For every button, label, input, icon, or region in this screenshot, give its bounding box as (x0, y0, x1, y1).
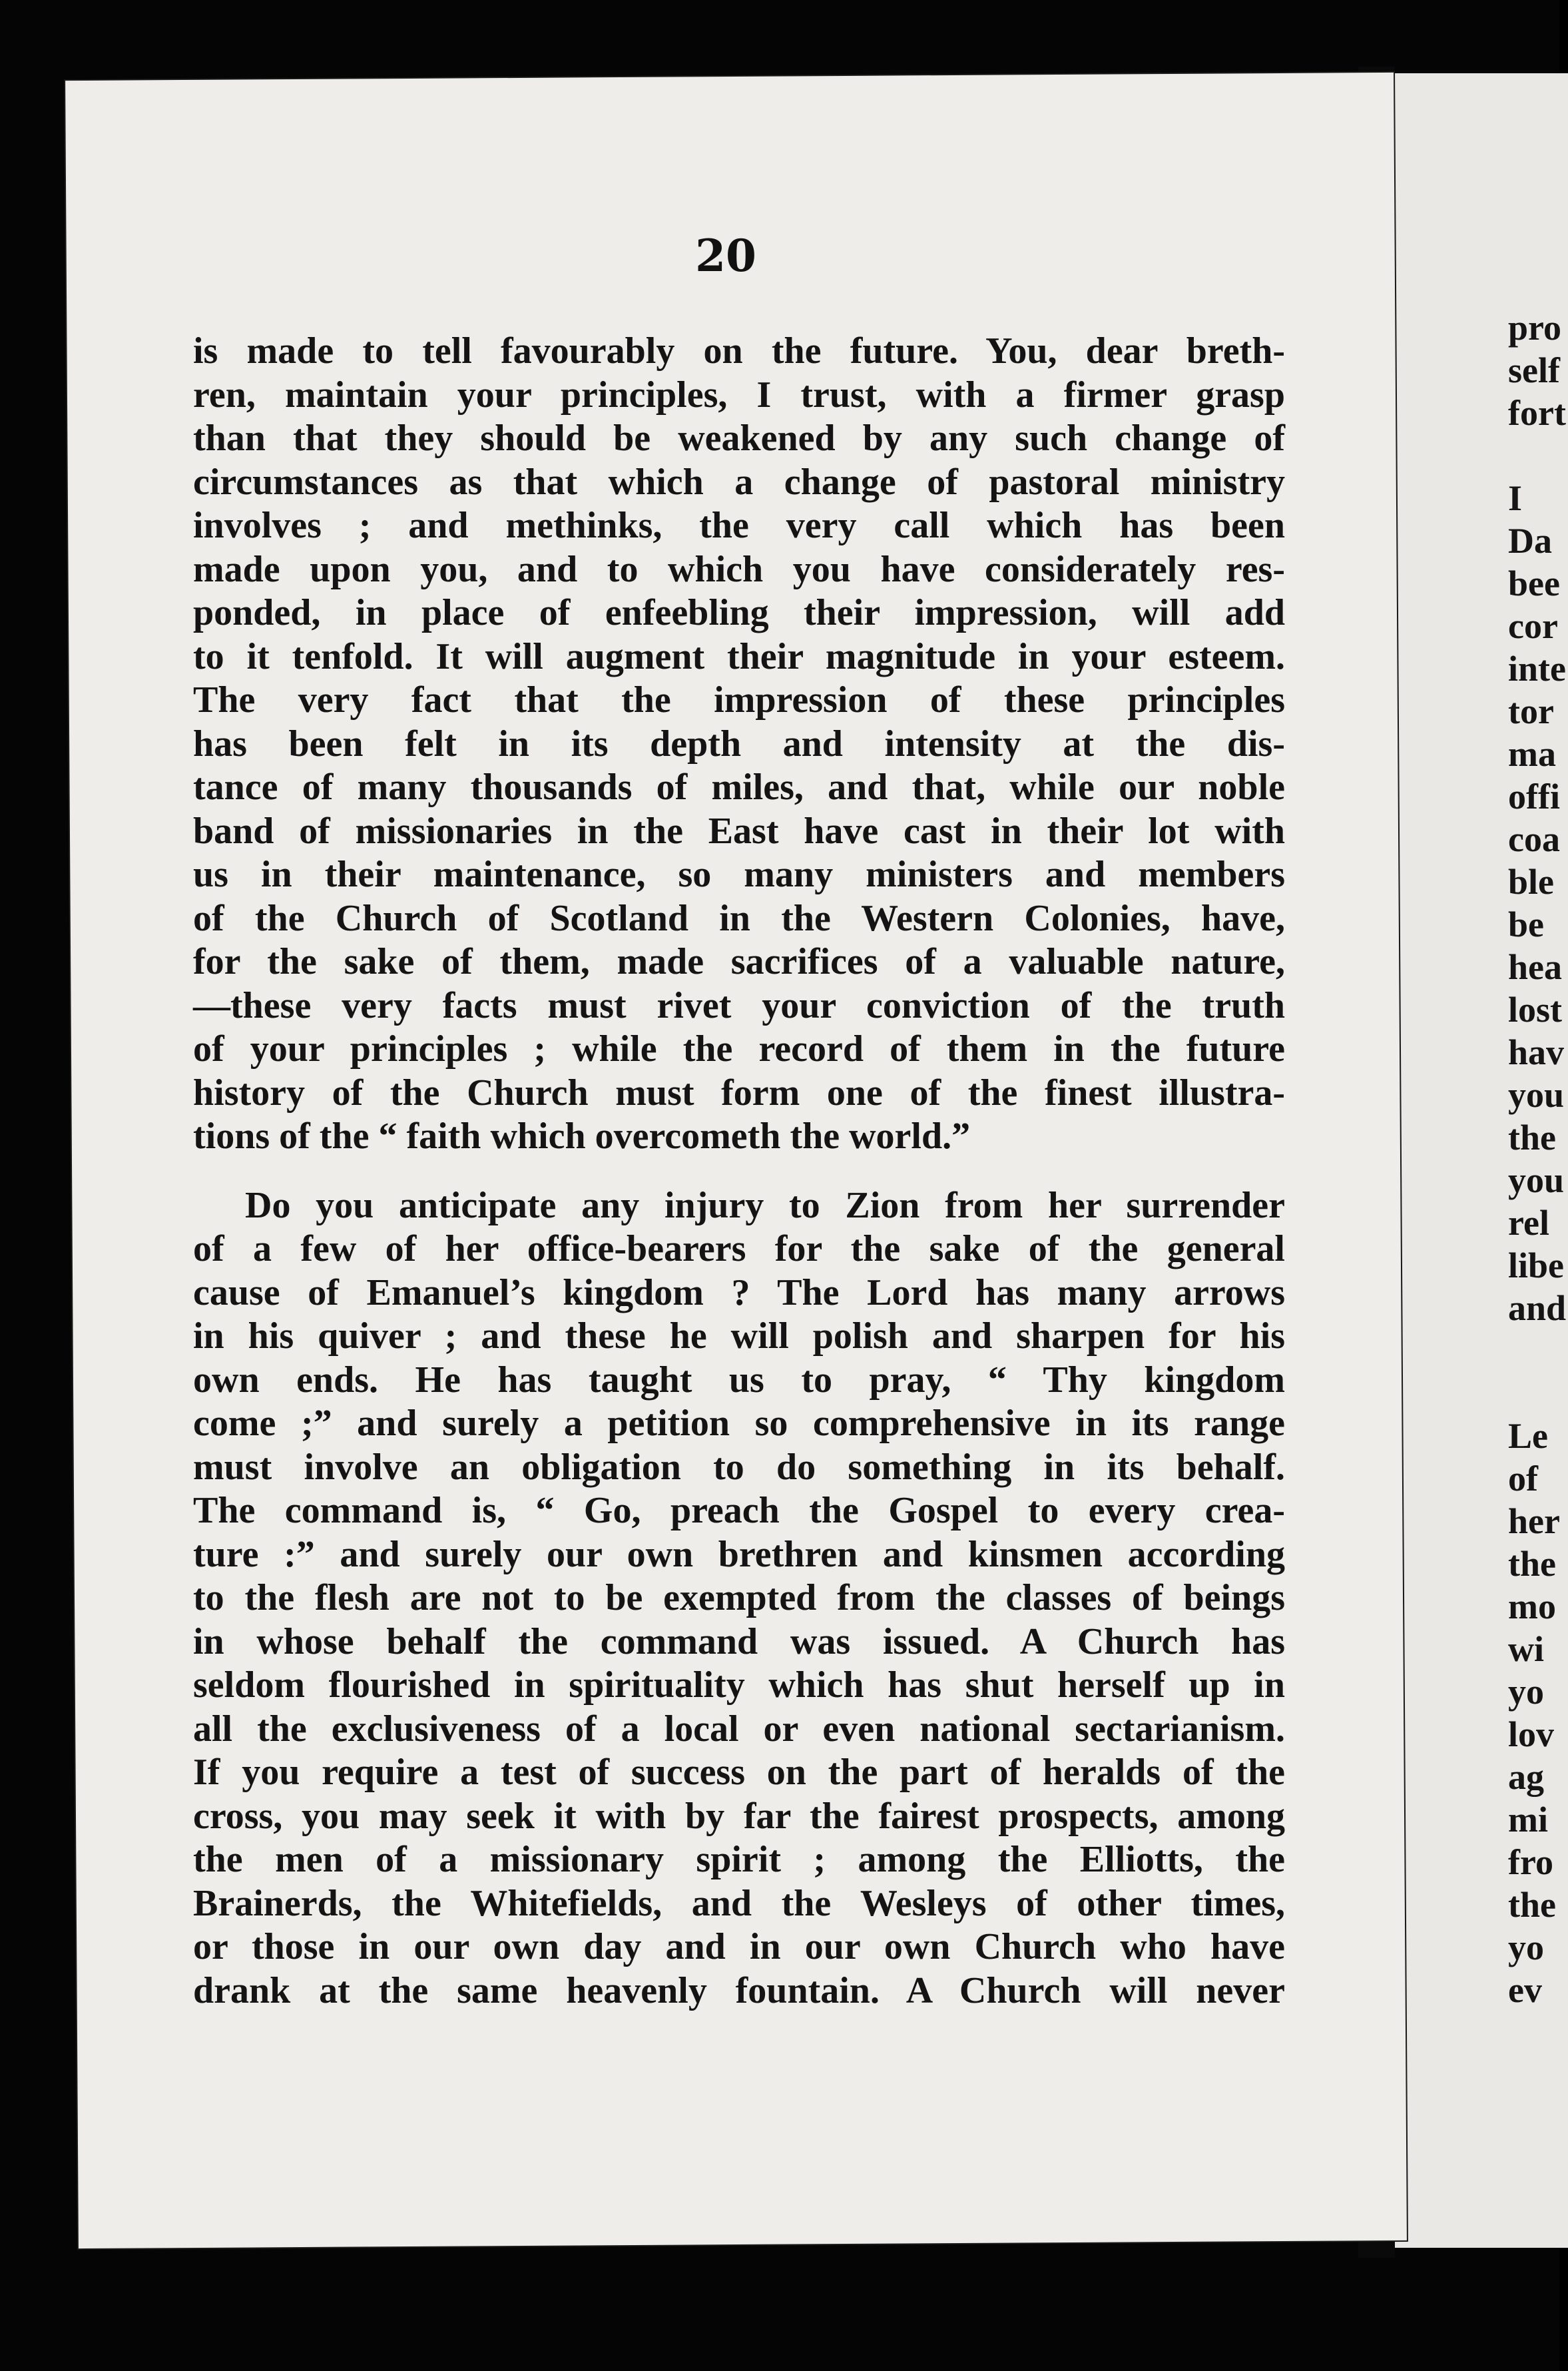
text-line: cross, you may seek it with by far the fairest prospects, among (193, 1795, 1285, 1837)
facing-page-line: tor (1508, 691, 1554, 731)
facing-page-line: the (1508, 1118, 1556, 1158)
body-text (193, 330, 1285, 2013)
text-line: —these very facts must rivet your conviction of the truth (193, 984, 1285, 1026)
facing-page-line: ma (1508, 734, 1556, 774)
facing-page-line: rel (1508, 1203, 1549, 1243)
text-line: for the sake of them, made sacrifices of a valuable nature, (193, 941, 1285, 982)
facing-page-line: you (1508, 1160, 1565, 1200)
text-line: own ends. He has taught us to pray, “ Thy kingdom (193, 1359, 1285, 1401)
text-line: tance of many thousands of miles, and that, while our noble (193, 767, 1285, 808)
facing-page-line: mi (1508, 1800, 1548, 1840)
facing-page-line: the (1508, 1544, 1556, 1584)
text-line: of the Church of Scotland in the Western Colonies, have, (193, 897, 1285, 939)
text-line: to the flesh are not to be exempted from the classes of beings (193, 1577, 1285, 1618)
text-line: the men of a missionary spirit ; among the Elliotts, the (193, 1839, 1285, 1880)
facing-page-line: ag (1508, 1757, 1544, 1797)
facing-page-line: libe (1508, 1245, 1565, 1285)
facing-page-line: I (1508, 478, 1523, 518)
facing-page-line: her (1508, 1501, 1560, 1541)
paragraph-2 (193, 1184, 1285, 2013)
text-line: history of the Church must form one of the finest illustra- (193, 1072, 1285, 1114)
facing-page-line: mo (1508, 1586, 1556, 1626)
text-line: come ;” and surely a petition so comprehensive in its range (193, 1403, 1285, 1444)
page-number: 20 (695, 230, 756, 282)
facing-page-line: hav (1508, 1032, 1565, 1072)
facing-page-line: bee (1508, 563, 1560, 603)
text-line: or those in our own day and in our own Church who have (193, 1926, 1285, 1967)
facing-page-line: coa (1508, 819, 1560, 859)
facing-page-line: inte (1508, 649, 1566, 689)
facing-page-line: Le (1508, 1416, 1548, 1456)
text-line: The command is, “ Go, preach the Gospel to every crea- (193, 1490, 1285, 1531)
facing-page-line: and (1508, 1288, 1567, 1328)
text-line: in his quiver ; and these he will polish and sharpen for his (193, 1315, 1285, 1357)
facing-page-line: self (1508, 350, 1560, 390)
facing-page-line: yo (1508, 1927, 1544, 1967)
facing-page-line (1508, 1329, 1559, 1372)
paragraph-1 (193, 330, 1285, 1159)
facing-page-line (1508, 434, 1559, 477)
text-line: tions of the “ faith which overcometh the world.” (193, 1116, 971, 1157)
facing-page-line: of (1508, 1459, 1538, 1499)
text-line: in whose behalf the command was issued. A Church has (193, 1620, 1285, 1662)
text-line: If you require a test of success on the part of heralds of the (193, 1752, 1285, 1793)
facing-page-line: hea (1508, 947, 1562, 987)
facing-page-line: the (1508, 1885, 1556, 1925)
facing-page-line: ble (1508, 862, 1555, 902)
facing-page-line: Da (1508, 521, 1552, 561)
facing-page-text (1508, 306, 1567, 2011)
facing-page-line: lost (1508, 990, 1562, 1030)
facing-page-line: cor (1508, 606, 1558, 646)
text-line: us in their maintenance, so many ministers and members (193, 854, 1285, 895)
facing-page-line (1508, 1372, 1559, 1415)
facing-page-line: be (1508, 904, 1544, 944)
text-line: The very fact that the impression of these principles (193, 679, 1285, 721)
text-line: ponded, in place of enfeebling their impression, will add (193, 592, 1285, 633)
facing-page-line: lov (1508, 1714, 1555, 1754)
text-line: circumstances as that which a change of pastoral ministry (193, 461, 1285, 503)
facing-page-line: wi (1508, 1629, 1544, 1669)
text-line: cause of Emanuel’s kingdom ? The Lord has many arrows (193, 1271, 1285, 1313)
text-line: Do you anticipate any injury to Zion from her surrender (245, 1184, 1285, 1226)
facing-page-line: fort (1508, 393, 1566, 433)
facing-page-line: offi (1508, 777, 1560, 817)
text-line: seldom flourished in spirituality which has shut herself up in (193, 1664, 1285, 1706)
facing-page-line: pro (1508, 308, 1562, 348)
text-line: of a few of her office-bearers for the sake of the general (193, 1228, 1285, 1269)
facing-page-line: yo (1508, 1672, 1544, 1712)
text-line: drank at the same heavenly fountain. A Church will never (193, 1969, 1285, 2011)
text-line: ren, maintain your principles, I trust, with a firmer grasp (193, 374, 1285, 416)
text-line: band of missionaries in the East have cast in their lot with (193, 810, 1285, 852)
text-line: Brainerds, the Whitefields, and the Wesleys of other times, (193, 1882, 1285, 1924)
text-line: is made to tell favourably on the future. You, dear breth- (193, 330, 1285, 372)
facing-page-line: you (1508, 1075, 1565, 1115)
text-line: must involve an obligation to do something in its behalf. (193, 1446, 1285, 1488)
text-line: ture :” and surely our own brethren and kinsmen according (193, 1533, 1285, 1575)
text-line: to it tenfold. It will augment their magnitude in your esteem. (193, 635, 1285, 677)
text-line: than that they should be weakened by any such change of (193, 418, 1285, 459)
text-line: all the exclusiveness of a local or even national sectarianism. (193, 1708, 1285, 1750)
text-line: involves ; and methinks, the very call which has been (193, 505, 1285, 546)
text-line: of your principles ; while the record of them in the future (193, 1028, 1285, 1070)
paragraph-gap (193, 1159, 1285, 1184)
text-line: has been felt in its depth and intensity at the dis- (193, 723, 1285, 765)
text-line: made upon you, and to which you have considerately res- (193, 548, 1285, 590)
facing-page-line: fro (1508, 1842, 1553, 1882)
facing-page-line: ev (1508, 1970, 1542, 2010)
